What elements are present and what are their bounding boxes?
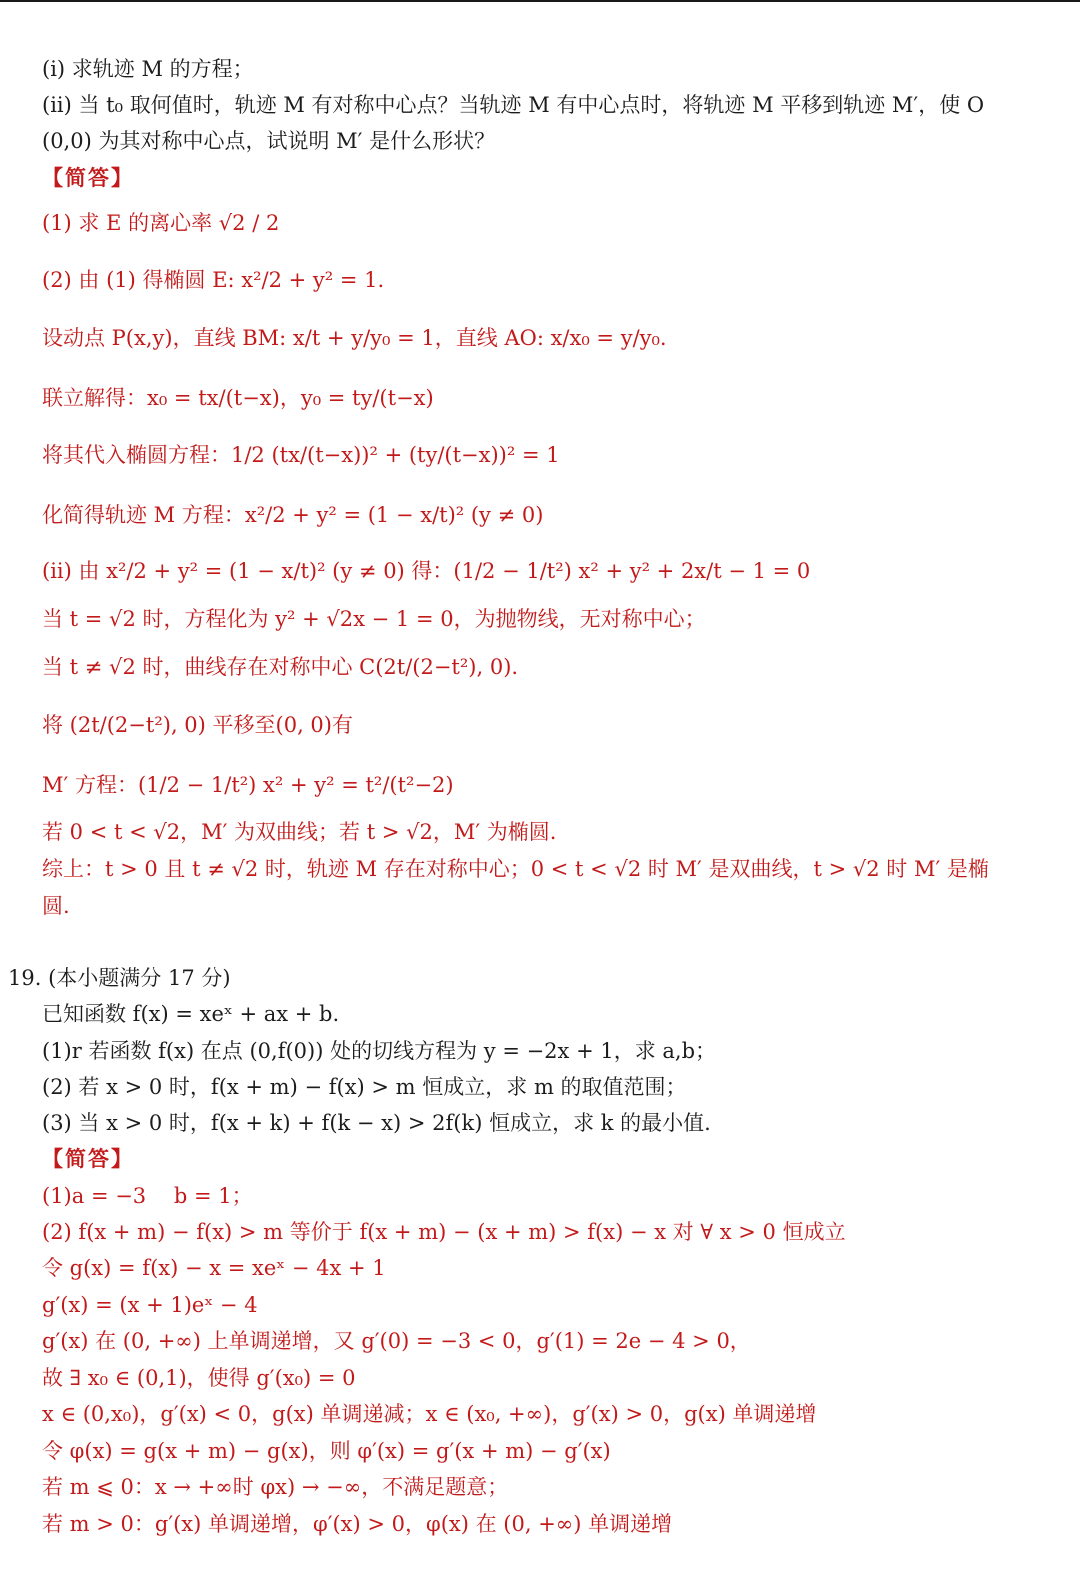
question-line: (0,0) 为其对称中心点，试说明 M′ 是什么形状？ bbox=[42, 129, 496, 153]
question-part: (2) 若 x > 0 时，f(x + m) − f(x) > m 恒成立，求 m 的取值范围； bbox=[42, 1075, 687, 1099]
answer-line: (2) f(x + m) − f(x) > m 等价于 f(x + m) − (x + m) > f(x) − x 对 ∀ x > 0 恒成立 bbox=[42, 1220, 846, 1244]
answer-line: (1)a = −3 b = 1； bbox=[42, 1184, 253, 1208]
answer-line: 将其代入椭圆方程：1/2 (tx/(t−x))² + (ty/(t−x))² = 1 bbox=[42, 443, 560, 467]
answer-line: M′ 方程：(1/2 − 1/t²) x² + y² = t²/(t²−2) bbox=[42, 773, 454, 797]
question-stem: 已知函数 f(x) = xeˣ + ax + b. bbox=[42, 1002, 340, 1026]
question-number: 19. bbox=[8, 966, 42, 990]
answer-line: g′(x) = (x + 1)eˣ − 4 bbox=[42, 1293, 258, 1317]
question-points: (本小题满分 17 分) bbox=[48, 966, 231, 990]
question-line: (ii) 当 t₀ 取何值时，轨迹 M 有对称中心点？当轨迹 M 有中心点时，将轨迹 M 平移到轨迹 M′，使 O bbox=[42, 93, 985, 117]
answer-line: (2) 由 (1) 得椭圆 E: x²/2 + y² = 1. bbox=[42, 268, 385, 292]
answer-line: 综上：t > 0 且 t ≠ √2 时，轨迹 M 存在对称中心；0 < t < √2 时 M′ 是双曲线，t > √2 时 M′ 是椭 bbox=[42, 857, 989, 881]
answer-line: (ii) 由 x²/2 + y² = (1 − x/t)² (y ≠ 0) 得：(1/2 − 1/t²) x² + y² + 2x/t − 1 = 0 bbox=[42, 559, 811, 583]
answer-line: 联立解得：x₀ = tx/(t−x)，y₀ = ty/(t−x) bbox=[42, 386, 434, 410]
answer-line: 设动点 P(x,y)，直线 BM: x/t + y/y₀ = 1，直线 AO: x/x₀ = y/y₀. bbox=[42, 326, 667, 350]
top-rule bbox=[0, 0, 1080, 2]
answer-line: 令 φ(x) = g(x + m) − g(x)，则 φ′(x) = g′(x + m) − g′(x) bbox=[42, 1439, 611, 1463]
answer-line: (1) 求 E 的离心率 √2 / 2 bbox=[42, 211, 280, 235]
question-19-header bbox=[8, 964, 231, 992]
answer-line: 当 t ≠ √2 时，曲线存在对称中心 C(2t/(2−t²), 0). bbox=[42, 655, 519, 679]
question-part: (3) 当 x > 0 时，f(x + k) + f(k − x) > 2f(k) 恒成立，求 k 的最小值. bbox=[42, 1111, 711, 1135]
answer-line: g′(x) 在 (0, +∞) 上单调递增，又 g′(0) = −3 < 0，g′(1) = 2e − 4 > 0， bbox=[42, 1329, 751, 1353]
answer-line: 若 m ⩽ 0：x → +∞时 φx) → −∞，不满足题意； bbox=[42, 1475, 509, 1499]
answer-line: 当 t = √2 时，方程化为 y² + √2x − 1 = 0，为抛物线，无对称中心； bbox=[42, 607, 706, 631]
answer-line: 若 m > 0：g′(x) 单调递增，φ′(x) > 0，φ(x) 在 (0, +∞) 单调递增 bbox=[42, 1512, 673, 1536]
question-line: (i) 求轨迹 M 的方程； bbox=[42, 57, 254, 81]
answer-header: 【简答】 bbox=[42, 1146, 134, 1171]
answer-line: 若 0 < t < √2，M′ 为双曲线；若 t > √2，M′ 为椭圆. bbox=[42, 820, 557, 844]
question-part: (1)r 若函数 f(x) 在点 (0,f(0)) 处的切线方程为 y = −2x + 1，求 a,b； bbox=[42, 1039, 717, 1063]
answer-line: 圆. bbox=[42, 894, 70, 918]
answer-line: 化简得轨迹 M 方程：x²/2 + y² = (1 − x/t)² (y ≠ 0) bbox=[42, 503, 544, 527]
answer-line: 将 (2t/(2−t²), 0) 平移至(0, 0)有 bbox=[42, 713, 353, 737]
answer-header: 【简答】 bbox=[42, 165, 134, 190]
answer-line: 令 g(x) = f(x) − x = xeˣ − 4x + 1 bbox=[42, 1256, 386, 1280]
answer-line: x ∈ (0,x₀)，g′(x) < 0，g(x) 单调递减；x ∈ (x₀, +∞)，g′(x) > 0，g(x) 单调递增 bbox=[42, 1402, 817, 1426]
answer-line: 故 ∃ x₀ ∈ (0,1)，使得 g′(x₀) = 0 bbox=[42, 1366, 356, 1390]
